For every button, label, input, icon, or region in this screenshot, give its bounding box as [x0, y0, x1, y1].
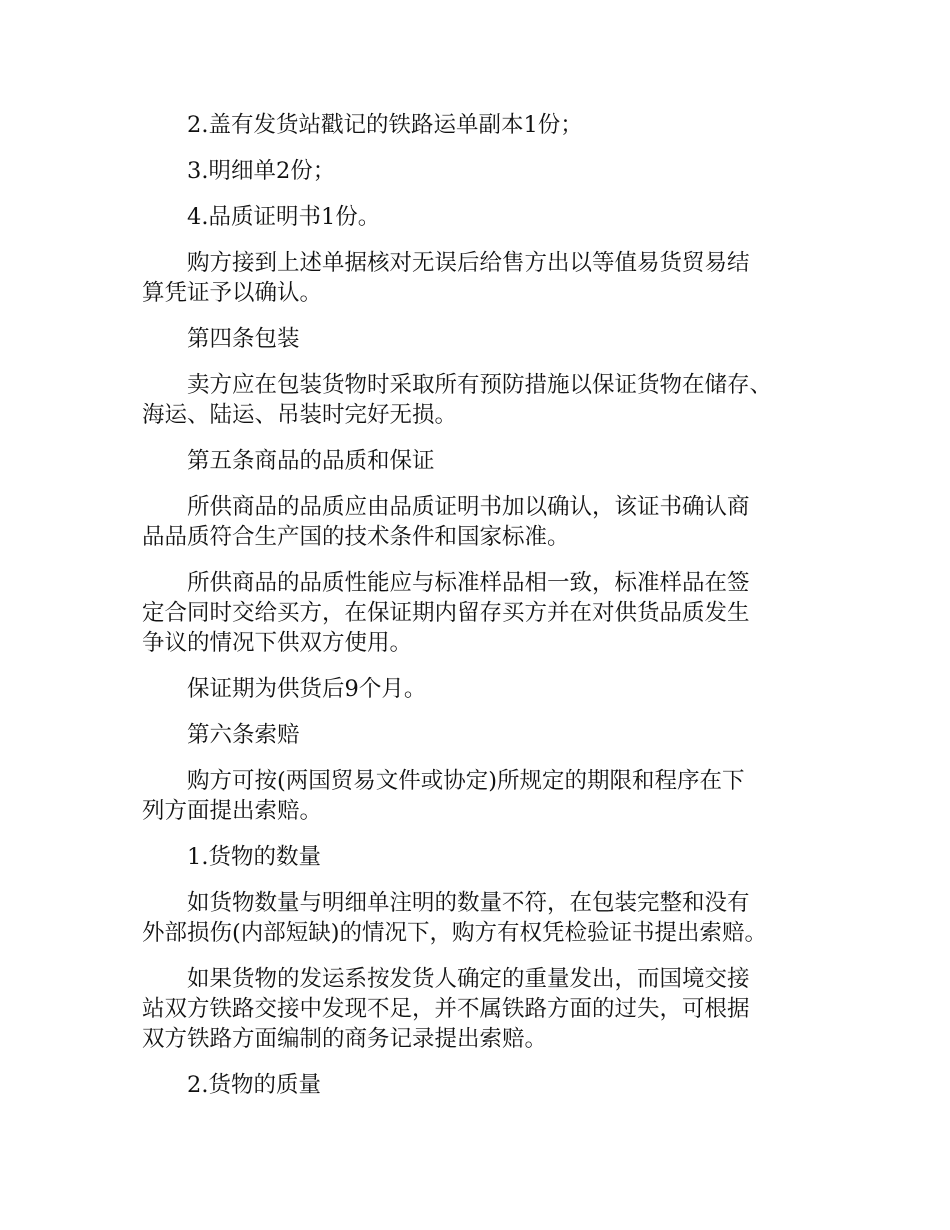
paragraph: [142, 766, 822, 826]
paragraph-line: 3.明细单2份；: [187, 158, 336, 184]
paragraph-line: 保证期为供货后9个月。: [187, 676, 427, 702]
paragraph-line: 1.货物的数量: [187, 844, 321, 870]
paragraph: [142, 674, 822, 704]
paragraph-line: 所供商品的品质性能应与标准样品相一致，标准样品在签: [187, 570, 750, 596]
paragraph-line: 2.盖有发货站戳记的铁路运单副本1份；: [187, 112, 583, 138]
paragraph: [142, 888, 822, 948]
paragraph-line: 外部损伤(内部短缺)的情况下，购方有权凭检验证书提出索赔。: [142, 920, 768, 946]
paragraph: [142, 720, 822, 750]
paragraph-line: 4.品质证明书1份。: [187, 204, 381, 230]
paragraph-line: 2.货物的质量: [187, 1072, 321, 1098]
paragraph-line: 算凭证予以确认。: [142, 280, 323, 306]
paragraph-line: 第五条商品的品质和保证: [187, 448, 435, 474]
paragraph: [142, 446, 822, 476]
paragraph-line: 第四条包装: [187, 326, 300, 352]
paragraph: [142, 568, 822, 658]
paragraph: [142, 248, 822, 308]
paragraph: [142, 492, 822, 552]
paragraph-line: 卖方应在包装货物时采取所有预防措施以保证货物在储存、: [187, 372, 773, 398]
paragraph-line: 如果货物的发运系按发货人确定的重量发出，而国境交接: [187, 966, 750, 992]
paragraph-line: 所供商品的品质应由品质证明书加以确认，该证书确认商: [187, 494, 750, 520]
document-body: [142, 110, 822, 1116]
paragraph-line: 列方面提出索赔。: [142, 798, 323, 824]
paragraph: [142, 842, 822, 872]
paragraph-line: 品品质符合生产国的技术条件和国家标准。: [142, 524, 570, 550]
paragraph-line: 如货物数量与明细单注明的数量不符，在包装完整和没有: [187, 890, 750, 916]
paragraph: [142, 964, 822, 1054]
paragraph-line: 购方接到上述单据核对无误后给售方出以等值易货贸易结: [187, 250, 750, 276]
paragraph: [142, 156, 822, 186]
paragraph: [142, 1070, 822, 1100]
paragraph-line: 海运、陆运、吊装时完好无损。: [142, 402, 458, 428]
paragraph-line: 双方铁路方面编制的商务记录提出索赔。: [142, 1026, 548, 1052]
paragraph: [142, 110, 822, 140]
paragraph: [142, 324, 822, 354]
paragraph-line: 站双方铁路交接中发现不足，并不属铁路方面的过失，可根据: [142, 996, 750, 1022]
paragraph-line: 定合同时交给买方，在保证期内留存买方并在对供货品质发生: [142, 600, 750, 626]
paragraph: [142, 370, 822, 430]
paragraph-line: 第六条索赔: [187, 722, 300, 748]
paragraph: [142, 202, 822, 232]
paragraph-line: 争议的情况下供双方使用。: [142, 630, 413, 656]
paragraph-line: 购方可按(两国贸易文件或协定)所规定的期限和程序在下: [187, 768, 745, 794]
